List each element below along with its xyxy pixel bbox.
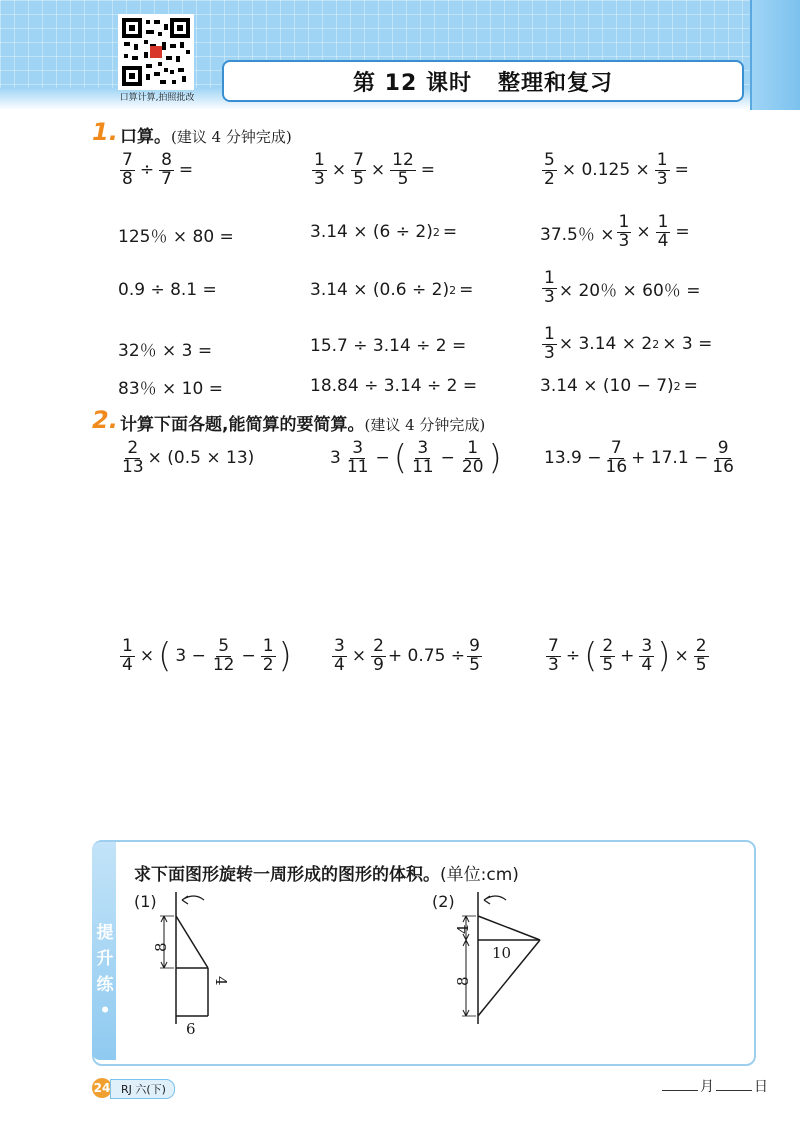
side-label-char-1: 提 [96, 923, 114, 943]
section-1-number: 1. [92, 118, 118, 146]
calc-item-a-text: × (0.5 × 13) [147, 448, 255, 469]
qr-caption: 口算计算,拍照批改 [119, 93, 195, 103]
oral-item-r2c1: 125％ × 80 = [118, 227, 234, 247]
calc-item-b-whole: 3 [330, 448, 341, 469]
oral-item-r2c2: 3.14 × (6 ÷ 2) 2 = [310, 222, 458, 242]
section-2-title [120, 410, 485, 435]
lesson-title: 整理和复习 [497, 70, 613, 96]
figure-1-right-label: 4 [212, 976, 230, 986]
lesson-number: 第 12 课时 [353, 70, 472, 96]
oral-item-r3c1: 0.9 ÷ 8.1 = [118, 280, 217, 300]
side-label-char-2: 升 [96, 949, 114, 969]
extension-unit: (单位:cm) [440, 865, 519, 885]
calc-item-c: 13.9 − $\frac{7}{16}$ + 17.1 − $\frac{9}{16}$ [544, 438, 734, 477]
calc-item-e: $\frac{3}{4}$ × $\frac{2}{9}$ + 0.75 ÷ $\frac{9}{5}$ [334, 636, 480, 675]
calc-item-c-text-1: 13.9 − [544, 448, 602, 469]
page-edge [750, 0, 800, 110]
oral-item-r4c3-text: × 3.14 × 2 [558, 334, 653, 355]
qr-code-icon[interactable] [118, 14, 194, 90]
oral-item-r2c3: 37.5％ × $\frac{1}{3}$ × $\frac{1}{4}$ = [540, 212, 690, 251]
calc-item-a: $\frac{2}{13}$ × (0.5 × 13) [122, 438, 255, 477]
oral-item-r3c2: 3.14 × (0.6 ÷ 2) 2 = [310, 280, 474, 300]
extension-side-label [96, 920, 114, 1024]
book-tag: RJ 六(下) [110, 1079, 175, 1099]
oral-item-r5c3-text: 3.14 × (10 − 7) [540, 376, 674, 396]
figure-2-bottom-label: 8 [454, 976, 472, 986]
calc-item-f: $\frac{7}{3}$ ÷ ( $\frac{2}{5}$ + $\frac{3}{4}$ ) × $\frac{2}{5}$ [548, 636, 707, 677]
oral-item-r4c2: 15.7 ÷ 3.14 ÷ 2 = [310, 336, 467, 356]
figure-1-diagram [150, 886, 270, 1036]
figure-1-bottom-label: 6 [186, 1020, 196, 1036]
side-label-char-3: 练 [96, 975, 114, 995]
oral-item-r5c2: 18.84 ÷ 3.14 ÷ 2 = [310, 376, 478, 396]
oral-item-r1c3: $\frac{5}{2}$ × 0.125 × $\frac{1}{3}$ = [544, 150, 689, 189]
day-label: 日 [754, 1079, 768, 1095]
page-title [222, 60, 744, 102]
oral-item-r5c3: 3.14 × (10 − 7) 2 = [540, 376, 698, 396]
page-number-badge: 24 [92, 1078, 112, 1098]
figure-1-label: (1) [134, 892, 157, 911]
figure-1-height-label: 8 [152, 942, 170, 952]
oral-item-r4c3: $\frac{1}{3}$ × 3.14 × 2 2 × 3 = [544, 324, 713, 363]
oral-item-r5c1: 83％ × 10 = [118, 379, 223, 399]
calc-item-c-text-2: + 17.1 − [631, 448, 709, 469]
side-label-char-4: • [99, 1001, 111, 1021]
figure-2-width-label: 10 [492, 944, 512, 962]
section-1-title [120, 122, 292, 147]
date-line [660, 1076, 768, 1096]
oral-item-r3c3: $\frac{1}{3}$ × 20％ × 60％ = [544, 268, 701, 307]
oral-item-r4c1: 32％ × 3 = [118, 341, 213, 361]
oral-item-r3c2-text: 3.14 × (0.6 ÷ 2) [310, 280, 450, 300]
month-label: 月 [700, 1079, 714, 1095]
oral-item-r2c2-text: 3.14 × (6 ÷ 2) [310, 222, 433, 242]
section-2-title-text: 计算下面各题,能简算的要简算。 [120, 415, 365, 435]
oral-item-r3c3-text: × 20％ × 60％ = [558, 280, 701, 301]
oral-item-r2c3-text: 37.5％ × [540, 224, 615, 245]
calc-item-b: 3 $\frac{3}{11}$ − ( $\frac{3}{11}$ − $\frac{1}{20}$ ) [330, 438, 502, 479]
extension-title [134, 860, 519, 885]
section-1-note: (建议 4 分钟完成) [171, 128, 292, 146]
figure-2-top-label: 4 [454, 924, 472, 934]
section-2-number: 2. [92, 406, 118, 434]
section-2-note: (建议 4 分钟完成) [364, 416, 486, 434]
figure-2-diagram [452, 886, 572, 1036]
extension-title-text: 求下面图形旋转一周形成的图形的体积。 [134, 865, 440, 885]
oral-item-r1c2: $\frac{1}{3}$ × $\frac{7}{5}$ × $\frac{12}{5}$ = [314, 150, 436, 189]
oral-item-r1c1: $\frac{7}{8}$ ÷ $\frac{8}{7}$ = [122, 150, 194, 189]
calc-item-e-text: + 0.75 ÷ [387, 646, 466, 667]
section-1-title-text: 口算。 [120, 127, 171, 147]
figure-2-label: (2) [432, 892, 455, 911]
calc-item-d: $\frac{1}{4}$ × ( 3 − $\frac{5}{12}$ − $\frac{1}{2}$ ) [122, 636, 292, 677]
